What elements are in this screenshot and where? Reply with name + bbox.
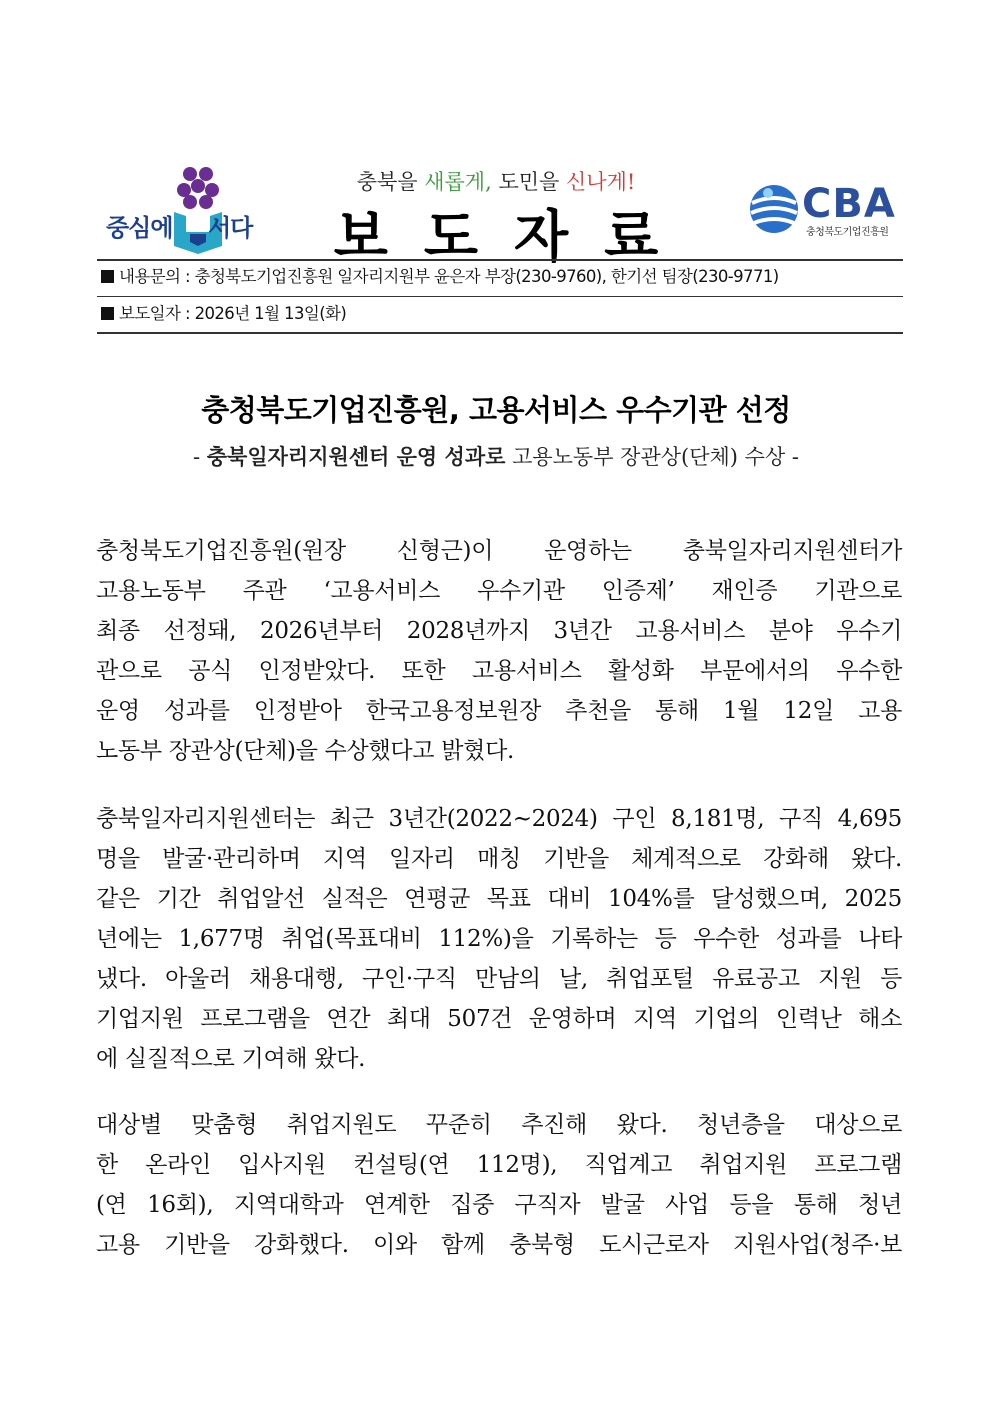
paragraph-line: 한 온라인 입사지원 컨설팅(연 112명), 직업계고 취업지원 프로그램	[96, 1152, 902, 1178]
paragraph-line: 노동부 장관상(단체)을 수상했다고 밝혔다.	[96, 738, 514, 764]
divider-bottom	[97, 332, 903, 334]
paragraph-line: 최종 선정돼, 2026년부터 2028년까지 3년간 고용서비스 분야 우수기	[96, 618, 902, 644]
page-title: 보도자료	[333, 205, 695, 270]
contact-row	[97, 260, 903, 293]
slogan-part2: 도민을	[491, 170, 566, 194]
date-box	[97, 297, 903, 330]
slogan-red: 신나게!	[566, 170, 636, 194]
headline: 충청북도기업진흥원, 고용서비스 우수기관 선정	[201, 393, 791, 427]
logo-left-text-left: 중심에	[106, 214, 173, 242]
cba-logo-subtitle: 충청북도기업진흥원	[806, 227, 889, 238]
subline-prefix: -	[192, 445, 207, 469]
paragraph-line: 년에는 1,677명 취업(목표대비 112%)을 기록하는 등 우수한 성과를 나타	[96, 926, 902, 952]
paragraph-line: 충북일자리지원센터는 최근 3년간(2022~2024) 구인 8,181명, 구직 4,695	[96, 806, 902, 832]
paragraph-line: (연 16회), 지역대학과 연계한 집중 구직자 발굴 사업 등을 통해 청년	[96, 1192, 902, 1218]
paragraph-line: 냈다. 아울러 채용대행, 구인·구직 만남의 날, 취업포털 유료공고 지원 등	[96, 966, 902, 992]
subline-bold: 충북일자리지원센터 운영 성과로	[206, 444, 506, 469]
paragraph-line: 관으로 공식 인정받았다. 또한 고용서비스 활성화 부문에서의 우수한	[96, 658, 902, 684]
paragraph-line: 에 실질적으로 기여해 왔다.	[96, 1046, 366, 1072]
cba-logo-text: CBA	[802, 181, 896, 227]
paragraph-1	[96, 531, 902, 771]
globe-icon	[748, 183, 800, 235]
paragraph-2	[96, 799, 902, 1079]
paragraph-line: 운영 성과를 인정받아 한국고용정보원장 추천을 통해 1월 12일 고용	[96, 698, 902, 724]
cba-logo	[748, 183, 908, 243]
paragraph-line: 충청북도기업진흥원(원장 신형근)이 운영하는 충북일자리지원센터가	[96, 538, 902, 564]
paragraph-line: 대상별 맞춤형 취업지원도 꾸준히 추진해 왔다. 청년층을 대상으로	[96, 1112, 902, 1138]
info-box	[97, 260, 903, 293]
slogan-part1: 충북을	[356, 170, 425, 194]
subheadline	[0, 441, 992, 471]
paragraph-line: 기업지원 프로그램을 연간 최대 507건 운영하며 지역 기업의 인력난 해소	[96, 1006, 902, 1032]
date-text: 보도일자 : 2026년 1월 13일(화)	[119, 304, 347, 323]
subline-rest: 고용노동부 장관상(단체) 수상 -	[505, 445, 800, 469]
date-row	[97, 297, 903, 330]
paragraph-line: 고용노동부 주관 ‘고용서비스 우수기관 인증제’ 재인증 기관으로	[96, 578, 902, 604]
slogan-green: 새롭게,	[424, 170, 492, 194]
contact-text: 내용문의 : 충청북도기업진흥원 일자리지원부 윤은자 부장(230-9760), 한기선 팀장(230-9771)	[119, 267, 779, 286]
paragraph-line: 명을 발굴·관리하며 지역 일자리 매칭 기반을 체계적으로 강화해 왔다.	[96, 846, 902, 872]
paragraph-3	[96, 1105, 902, 1265]
logo-left-text-right: 서다	[208, 214, 253, 242]
square-bullet-icon	[101, 270, 114, 283]
square-bullet-icon	[101, 307, 114, 320]
paragraph-line: 같은 기간 취업알선 실적은 연평균 목표 대비 104%를 달성했으며, 2025	[96, 886, 902, 912]
paragraph-line: 고용 기반을 강화했다. 이와 함께 충북형 도시근로자 지원사업(청주·보	[96, 1232, 902, 1258]
